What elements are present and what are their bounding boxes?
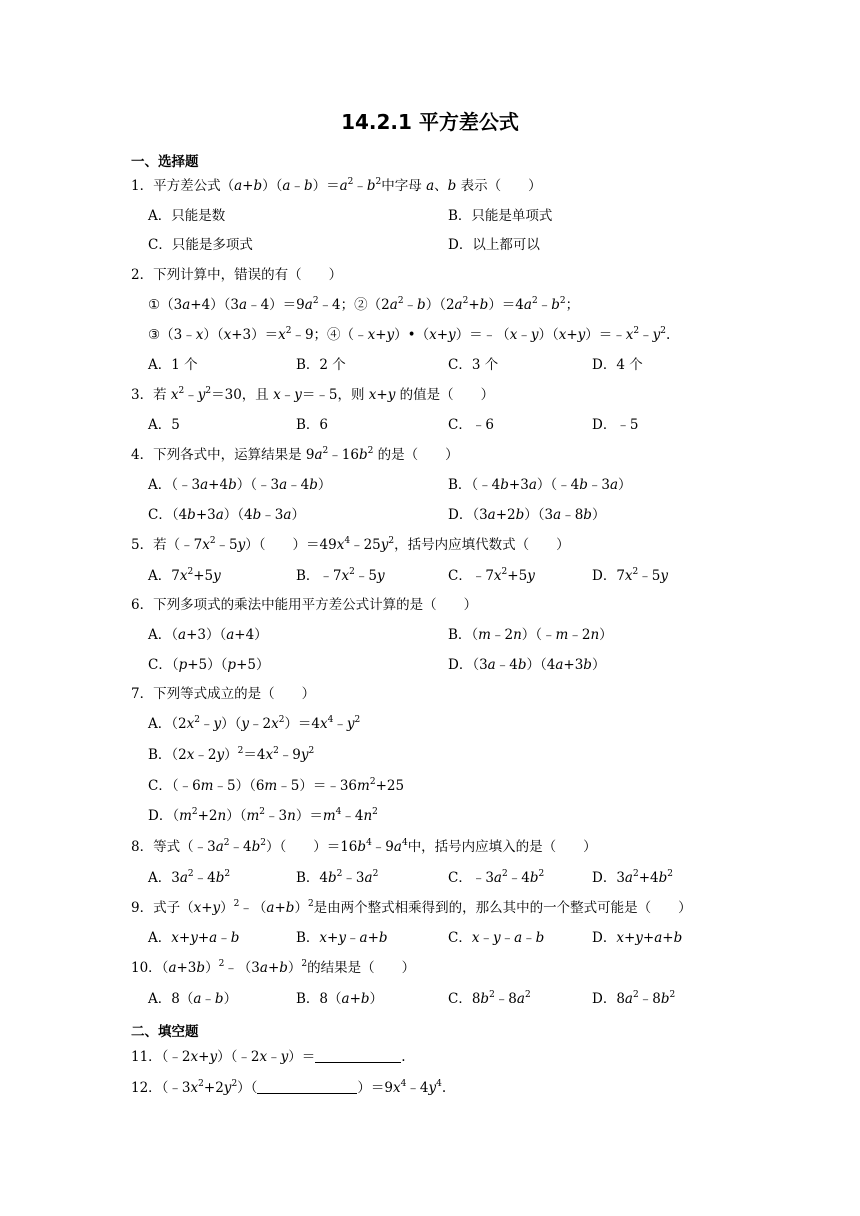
q9-option-c: C．x﹣y﹣a﹣b bbox=[448, 930, 545, 946]
q6-option-c: C．（p+5）（p+5） bbox=[148, 657, 270, 673]
question-5-stem: 5．若$(﹣7x^2﹣5y)$（ ）$=49x^4﹣25y^2$，括号内应填代数式（ ） bbox=[131, 536, 570, 553]
question-2-line-1: $①(3a+4)(3a﹣4)=9a^2﹣4$；$②(2a^2﹣b)(2a^2+b)=4a^2﹣b^2$； bbox=[148, 296, 580, 313]
q9-option-d: D．x+y+a+b bbox=[592, 930, 683, 946]
q6-option-b: B．（m﹣2n）（﹣m﹣2n） bbox=[448, 627, 613, 643]
q6-option-a: A．（a+3）（a+4） bbox=[148, 627, 268, 643]
q4-option-a: A．（﹣3a+4b）（﹣3a﹣4b） bbox=[148, 477, 332, 493]
q8-option-c: C．$﹣3a^2﹣4b^2$ bbox=[448, 869, 545, 886]
q2-option-a: A．1 个 bbox=[148, 357, 198, 373]
q3-option-a: A．5 bbox=[148, 417, 180, 433]
q1-option-a: A．只能是数 bbox=[148, 208, 226, 224]
q7-option-d: D．$(m^2+2n)(m^2﹣3n)=m^4﹣4n^2$ bbox=[148, 807, 378, 824]
q5-option-d: D．$7x^2﹣5y$ bbox=[592, 567, 669, 584]
q1-option-c: C．只能是多项式 bbox=[148, 237, 253, 253]
q4-option-c: C．（4b+3a）（4b﹣3a） bbox=[148, 507, 305, 523]
answer-blank-12[interactable] bbox=[257, 1079, 357, 1094]
q3-option-c: C．﹣6 bbox=[448, 417, 494, 433]
q9-option-a: A．x+y+a﹣b bbox=[148, 930, 240, 946]
q2-option-c: C．3 个 bbox=[448, 357, 499, 373]
q7-option-b: B．$(2x﹣2y)^2=4x^2﹣9y^2$ bbox=[148, 746, 315, 763]
q3-option-b: B．6 bbox=[296, 417, 329, 433]
question-2-stem: 2．下列计算中，错误的有（ ） bbox=[131, 267, 343, 283]
q8-option-d: D．$3a^2+4b^2$ bbox=[592, 869, 674, 886]
answer-blank-11[interactable] bbox=[315, 1048, 401, 1063]
q9-option-b: B．x+y﹣a+b bbox=[296, 930, 388, 946]
q7-option-a: A．$(2x^2﹣y)(y﹣2x^2)=4x^4﹣y^2$ bbox=[148, 715, 361, 732]
page-title: 14.2.1 平方差公式 bbox=[341, 110, 519, 134]
question-10-stem: 10．$(a+3b)^2﹣(3a+b)^2$的结果是（ ） bbox=[131, 959, 416, 976]
q1-option-b: B．只能是单项式 bbox=[448, 208, 553, 224]
q3-option-d: D．﹣5 bbox=[592, 417, 639, 433]
question-2-line-2: $③(3﹣x)(x+3)=x^2﹣9$；$④(﹣x+y)•(x+y)=﹣(x﹣y)(x+y)=﹣x^2﹣y^2$. bbox=[148, 326, 671, 343]
q5-option-a: A．$7x^2+5y$ bbox=[148, 567, 221, 584]
q8-option-b: B．$4b^2﹣3a^2$ bbox=[296, 869, 379, 886]
question-9-stem: 9．式子$(x+y)^2﹣(a+b)^2$是由两个整式相乘得到的，那么其中的一个整式可能是（ ） bbox=[131, 899, 692, 916]
q10-option-b: B．8（a+b） bbox=[296, 991, 384, 1007]
section-fill-heading: 二、填空题 bbox=[131, 1024, 199, 1040]
q8-option-a: A．$3a^2﹣4b^2$ bbox=[148, 869, 231, 886]
q10-option-a: A．8（a﹣b） bbox=[148, 991, 238, 1007]
q1-option-d: D．以上都可以 bbox=[448, 237, 540, 253]
section-choice-heading: 一、选择题 bbox=[131, 154, 199, 170]
q4-option-d: D．（3a+2b）（3a﹣8b） bbox=[448, 507, 606, 523]
q2-option-d: D．4 个 bbox=[592, 357, 643, 373]
q5-option-b: B．$﹣7x^2﹣5y$ bbox=[296, 567, 385, 584]
question-3-stem: 3．若 $x^2﹣y^2=30$，且 x﹣y＝﹣5，则 x+y 的值是（ ） bbox=[131, 386, 495, 403]
question-4-stem: 4．下列各式中，运算结果是 $9a^2﹣16b^2$ 的是（ ） bbox=[131, 446, 459, 463]
q2-option-b: B．2 个 bbox=[296, 357, 346, 373]
question-7-stem: 7．下列等式成立的是（ ） bbox=[131, 686, 316, 702]
q6-option-d: D．（3a﹣4b）（4a+3b） bbox=[448, 657, 606, 673]
q10-option-d: D．$8a^2﹣8b^2$ bbox=[592, 990, 676, 1007]
question-1-stem: 1．平方差公式$(a+b)(a﹣b)=a^2﹣b^2$中字母 a、b 表示（ ） bbox=[131, 177, 542, 194]
q4-option-b: B．（﹣4b+3a）（﹣4b﹣3a） bbox=[448, 477, 632, 493]
question-12-stem: 12．$(﹣3x^2+2y^2)$（ ）$=9x^4﹣4y^4$. bbox=[131, 1079, 447, 1096]
q7-option-c: C．$(﹣6m﹣5)(6m﹣5)=﹣36m^2+25$ bbox=[148, 777, 405, 794]
q10-option-c: C．$8b^2﹣8a^2$ bbox=[448, 990, 531, 1007]
q5-option-c: C．$﹣7x^2+5y$ bbox=[448, 567, 535, 584]
question-6-stem: 6．下列多项式的乘法中能用平方差公式计算的是（ ） bbox=[131, 597, 478, 613]
question-11-stem: 11．（﹣2x+y）（﹣2x﹣y）＝ . bbox=[131, 1049, 406, 1065]
question-8-stem: 8．等式$(﹣3a^2﹣4b^2)$（ ）$=16b^4﹣9a^4$中，括号内应填入的是（ ） bbox=[131, 838, 597, 855]
